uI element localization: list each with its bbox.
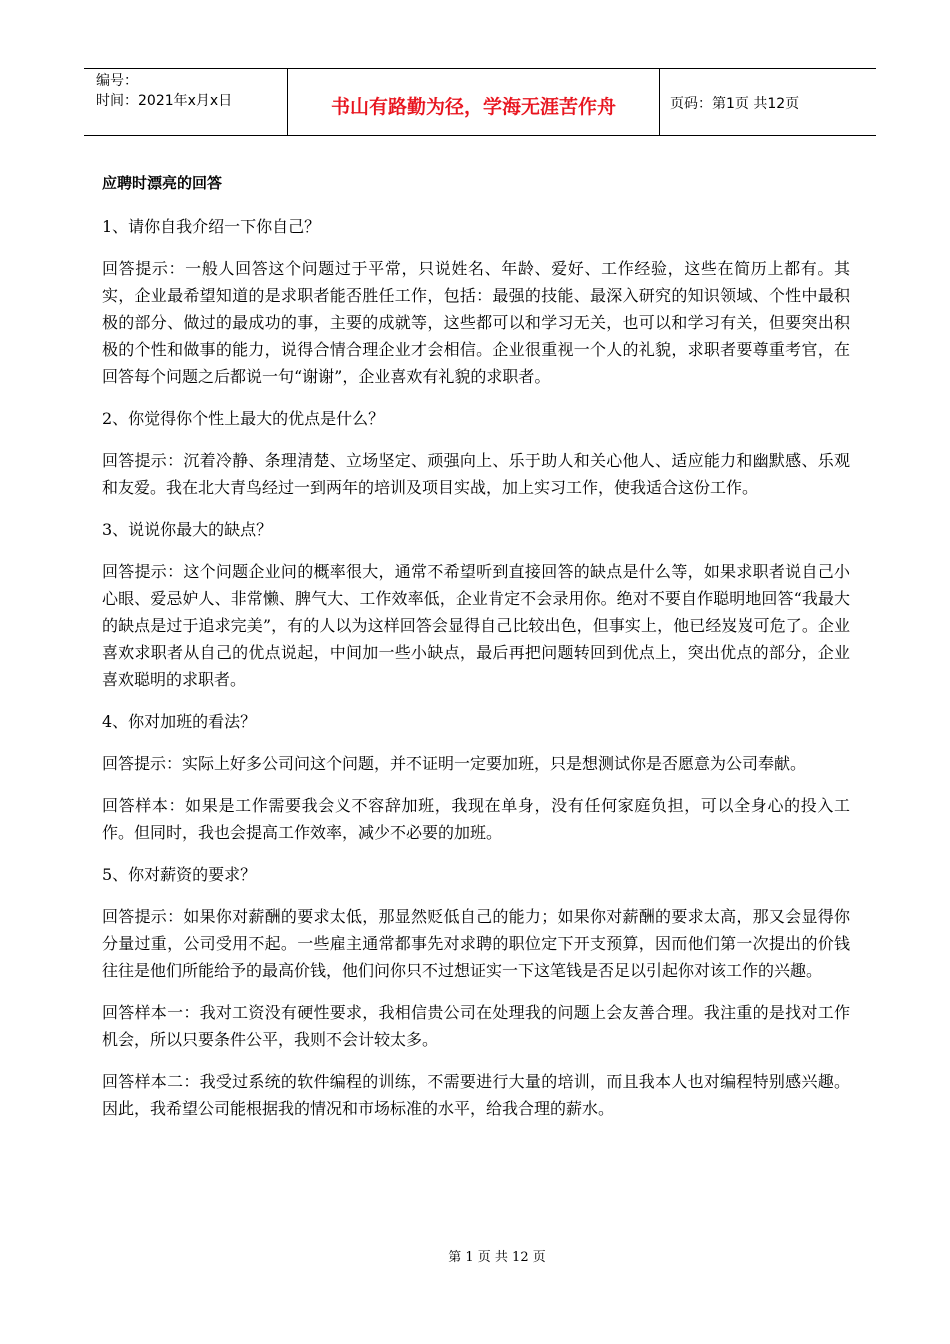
header-meta-cell: [84, 69, 288, 135]
question-2: 2、你觉得你个性上最大的优点是什么？: [102, 409, 385, 428]
answer-hint-4: 回答提示：实际上好多公司问这个问题，并不证明一定要加班，只是想测试你是否愿意为公司奉献。: [102, 754, 807, 773]
answer-hint-1: 回答提示：一般人回答这个问题过于平常，只说姓名、年龄、爱好、工作经验，这些在简历上都有。其实，企业最希望知道的是求职者能否胜任工作，包括：最强的技能、最深入研究的知识领域、个性中最积极的部分、做过的最成功的事，主要的成就等，这些都可以和学习无关，也可以和学习有关，但要突出积极的个性和做事的能力，说得合情合理企业才会相信。企业很重视一个人的礼貌，求职者要尊重考官，在回答每个问题之后都说一句“谢谢”，企业喜欢有礼貌的求职者。: [102, 259, 850, 386]
page-header: [84, 68, 876, 136]
question-4: 4、你对加班的看法？: [102, 712, 257, 731]
document-title: 应聘时漂亮的回答: [102, 174, 223, 192]
header-motto: 书山有路勤为径，学海无涯苦作舟: [288, 69, 660, 135]
document-date-label: 时间：2021年x月x日: [96, 93, 233, 109]
document-body: [102, 170, 850, 1137]
question-3: 3、说说你最大的缺点？: [102, 520, 273, 539]
answer-hint-5: 回答提示：如果你对薪酬的要求太低，那显然贬低自己的能力；如果你对薪酬的要求太高，那又会显得你分量过重，公司受用不起。一些雇主通常都事先对求聘的职位定下开支预算，因而他们第一次提出的价钱往往是他们所能给予的最高价钱，他们问你只不过想证实一下这笔钱是否足以引起你对该工作的兴趣。: [102, 907, 850, 980]
answer-sample-4: 回答样本：如果是工作需要我会义不容辞加班，我现在单身，没有任何家庭负担，可以全身心的投入工作。但同时，我也会提高工作效率，减少不必要的加班。: [102, 796, 850, 842]
question-1: 1、请你自我介绍一下你自己？: [102, 217, 321, 236]
answer-sample-5-two: 回答样本二：我受过系统的软件编程的训练，不需要进行大量的培训，而且我本人也对编程特别感兴趣。因此，我希望公司能根据我的情况和市场标准的水平，给我合理的薪水。: [102, 1072, 850, 1118]
answer-hint-2: 回答提示：沉着冷静、条理清楚、立场坚定、顽强向上、乐于助人和关心他人、适应能力和幽默感、乐观和友爱。我在北大青鸟经过一到两年的培训及项目实战，加上实习工作，使我适合这份工作。: [102, 451, 850, 497]
document-number-label: 编号：: [96, 73, 138, 89]
answer-sample-5-one: 回答样本一：我对工资没有硬性要求，我相信贵公司在处理我的问题上会友善合理。我注重的是找对工作机会，所以只要条件公平，我则不会计较太多。: [102, 1003, 850, 1049]
header-page-number: 页码：第1页 共12页: [670, 96, 800, 112]
page-footer: 第 1 页 共 12 页: [448, 1250, 546, 1265]
answer-hint-3: 回答提示：这个问题企业问的概率很大，通常不希望听到直接回答的缺点是什么等，如果求职者说自己小心眼、爱忌妒人、非常懒、脾气大、工作效率低，企业肯定不会录用你。绝对不要自作聪明地回答“我最大的缺点是过于追求完美”，有的人以为这样回答会显得自己比较出色，但事实上，他已经岌岌可危了。企业喜欢求职者从自己的优点说起，中间加一些小缺点，最后再把问题转回到优点上，突出优点的部分，企业喜欢聪明的求职者。: [102, 562, 850, 689]
question-5: 5、你对薪资的要求？: [102, 865, 257, 884]
